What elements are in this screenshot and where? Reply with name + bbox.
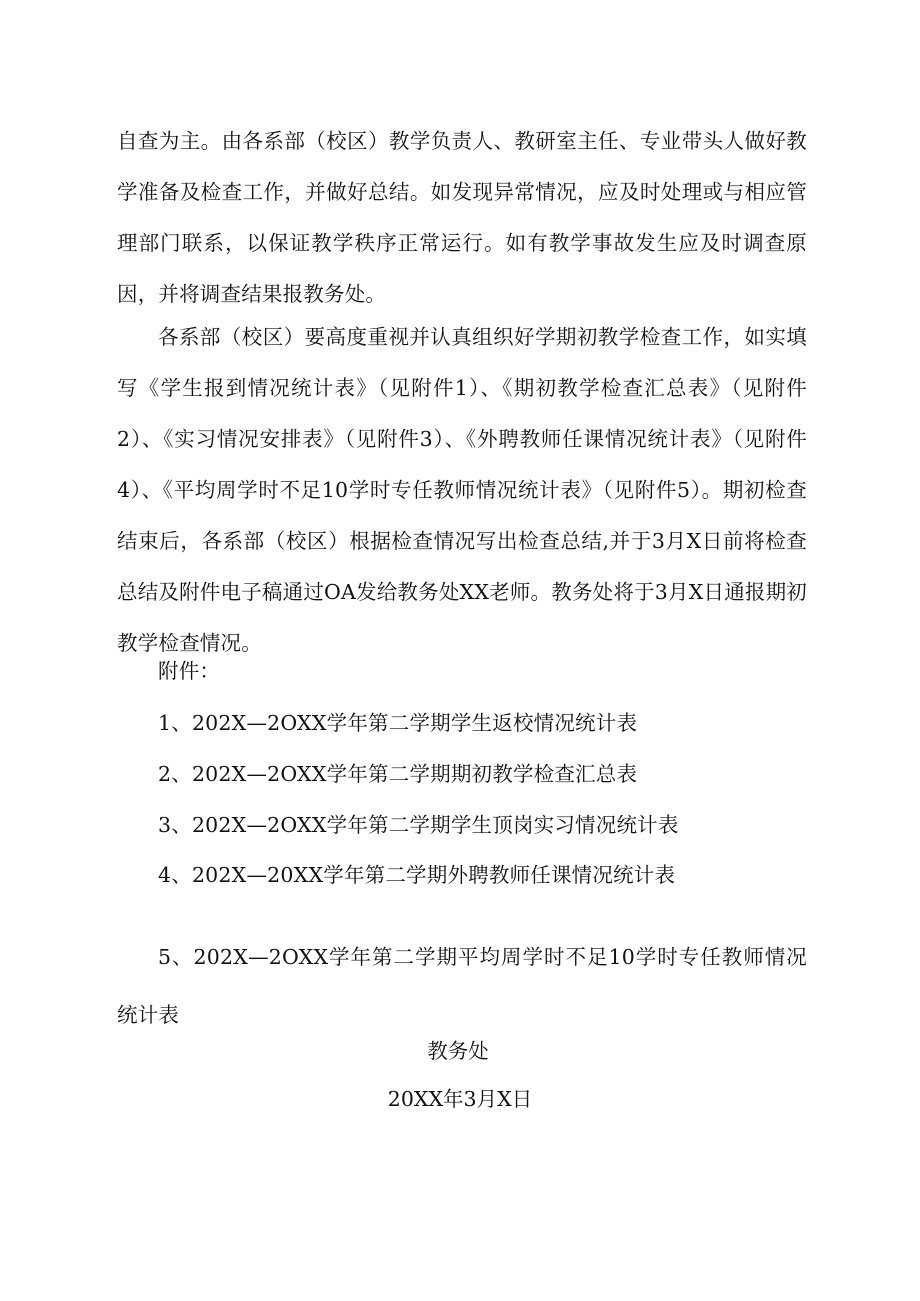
attachment-item-1: 1、202X—2OXX学年第二学期学生返校情况统计表 (158, 711, 638, 735)
signature-issuer: 教务处 (427, 1039, 489, 1063)
body-paragraph-2: 各系部（校区）要高度重视并认真组织好学期初教学检查工作，如实填写《学生报到情况统计表》（见附件1）、《期初教学检查汇总表》（见附件2）、《实习情况安排表》（见附件3）、《外聘教师任课情况统计表》（见附件4）、《平均周学时不足10学时专任教师情况统计表》（见附件5）。期初检查结束后，各系部（校区）根据检查情况写出检查总结,并于3月X日前将检查总结及附件电子稿通过OA发给教务处XX老师。教务处将于3月X日通报期初教学检查情况。 (117, 325, 807, 655)
attachment-item-5: 5、202X—2OXX学年第二学期平均周学时不足10学时专任教师情况统计表 (117, 945, 807, 1027)
attachment-item-4: 4、202X—20XX学年第二学期外聘教师任课情况统计表 (158, 863, 676, 887)
signature-date: 20XX年3月X日 (387, 1087, 533, 1111)
attachment-item-2: 2、202X—2OXX学年第二学期期初教学检查汇总表 (158, 762, 638, 786)
body-paragraph-1: 自查为主。由各系部（校区）教学负责人、教研室主任、专业带头人做好教学准备及检查工作，并做好总结。如发现异常情况，应及时处理或与相应管理部门联系，以保证教学秩序正常运行。如有教学事故发生应及时调查原因，并将调查结果报教务处。 (117, 129, 807, 306)
attachments-label: 附件： (158, 659, 221, 683)
attachment-item-3: 3、202X—2OXX学年第二学期学生顶岗实习情况统计表 (158, 813, 679, 837)
